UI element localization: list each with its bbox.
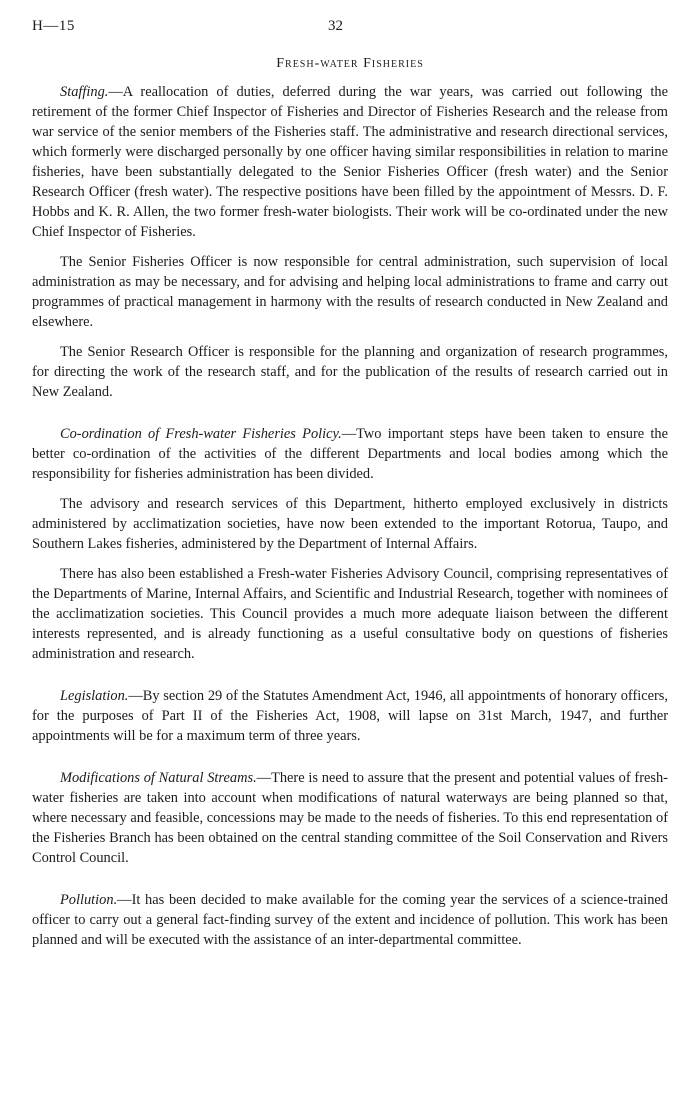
- paragraph-advisory-council: [32, 564, 668, 664]
- section-title: Fresh-water Fisheries: [276, 56, 424, 71]
- paragraph-body: —It has been decided to make available for the coming year the services of a science-trained officer to carry out a general fact-finding survey of the extent and incidence of pollution. This work has been planned and will be executed with the assistance of an inter-departmental committee.: [32, 892, 668, 948]
- paragraph-staffing: [32, 82, 668, 242]
- document-page: [32, 12, 668, 950]
- paragraph-heading: Legislation.: [60, 688, 129, 704]
- paragraph-heading: Staffing.: [60, 84, 109, 100]
- paragraph-advisory-services: [32, 494, 668, 554]
- paragraph-body: —Two important steps have been taken to ensure the better co-ordination of the activities of the different Departments and local bodies among which the responsibility for fisheries administration has been divided.: [32, 426, 668, 482]
- paragraph-senior-research-officer: [32, 342, 668, 402]
- paragraph-body: —By section 29 of the Statutes Amendment Act, 1946, all appointments of honorary officers, for the purposes of Part II of the Fisheries Act, 1908, will lapse on 31st March, 1947, and further appointments will be for a maximum term of three years.: [32, 688, 668, 744]
- paragraph-senior-fisheries-officer: [32, 252, 668, 332]
- paragraph-heading: Co-ordination of Fresh-water Fisheries Policy.: [60, 426, 342, 442]
- paragraph-body: The Senior Fisheries Officer is now responsible for central administration, such supervision of local administration as may be necessary, and for advising and helping local administrations to frame and carry out programmes of practical management in harmony with the results of research conducted in New Zealand and elsewhere.: [32, 254, 668, 330]
- paragraph-body: —A reallocation of duties, deferred during the war years, was carried out following the retirement of the former Chief Inspector of Fisheries and Director of Fisheries Research and the release from war service of the senior members of the Fisheries staff. The administrative and research directional services, which formerly were discharged personally by one officer having similar responsibilities in relation to marine fisheries, have been substantially delegated to the Senior Fisheries Officer (fresh water) and the Senior Research Officer (fresh water). The respective positions have been filled by the appointment of Messrs. D. F. Hobbs and K. R. Allen, the two former fresh-water biologists. Their work will be co-ordinated under the new Chief Inspector of Fisheries.: [32, 84, 668, 240]
- document-reference: H—15: [32, 18, 75, 34]
- paragraph-modifications: [32, 768, 668, 868]
- paragraph-body: There has also been established a Fresh-water Fisheries Advisory Council, comprising representatives of the Departments of Marine, Internal Affairs, and Scientific and Industrial Research, together with nominees of the acclimatization societies. This Council provides a much more adequate liaison between the different interests represented, and is already functioning as a useful consultative body on questions of fisheries administration and research.: [32, 566, 668, 662]
- paragraph-heading: Modifications of Natural Streams.: [60, 770, 257, 786]
- paragraph-body: —There is need to assure that the present and potential values of fresh-water fisheries are taken into account when modifications of natural waterways are being planned so that, where necessary and feasible, concessions may be made to the needs of fisheries. To this end representation of the Fisheries Branch has been obtained on the central standing committee of the Soil Conservation and Rivers Control Council.: [32, 770, 668, 866]
- paragraph-body: The Senior Research Officer is responsible for the planning and organization of research programmes, for directing the work of the research staff, and for the publication of the results of research carried out in New Zealand.: [32, 344, 668, 400]
- running-header: [32, 12, 668, 40]
- paragraph-legislation: [32, 686, 668, 746]
- paragraph-pollution: [32, 890, 668, 950]
- paragraph-coordination: [32, 424, 668, 484]
- page-number: 32: [328, 18, 343, 34]
- paragraph-body: The advisory and research services of this Department, hitherto employed exclusively in districts administered by acclimatization societies, have now been extended to the important Rotorua, Taupo, and Southern Lakes fisheries, administered by the Department of Internal Affairs.: [32, 496, 668, 552]
- paragraph-heading: Pollution.: [60, 892, 118, 908]
